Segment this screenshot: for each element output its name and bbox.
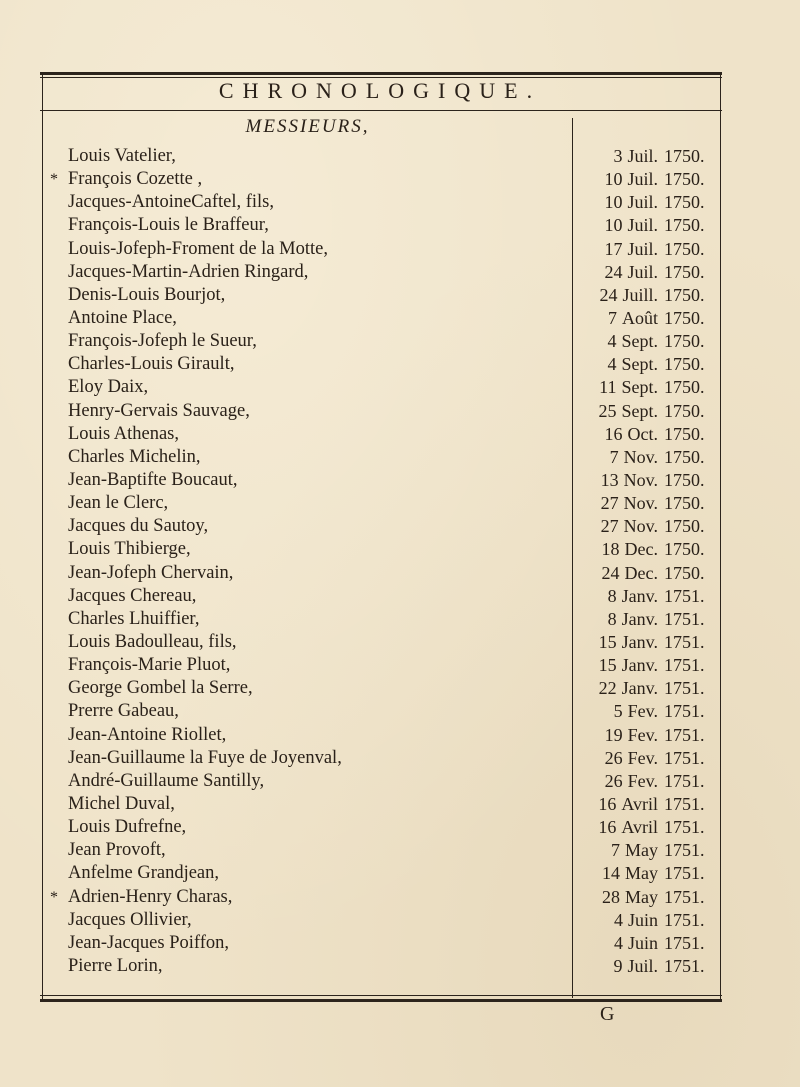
member-name-row [68, 469, 558, 492]
reception-date-row [578, 376, 716, 399]
member-name-row [68, 376, 558, 399]
date-year: 1750. [664, 238, 705, 259]
member-name-row [68, 631, 558, 654]
member-name-row [68, 862, 558, 885]
date-day: 24 [599, 284, 618, 305]
reception-date-row [578, 446, 716, 469]
member-name: Jean-Jacques Poiffon, [68, 932, 229, 953]
date-month: Fev. [627, 747, 658, 768]
reception-date-row [578, 145, 716, 168]
reception-date-row [578, 747, 716, 770]
reception-date-row [578, 816, 716, 839]
member-name: Jacques-Martin-Adrien Ringard, [68, 261, 309, 282]
date-day: 28 [602, 886, 620, 907]
member-name: Jean Provoft, [68, 840, 166, 861]
reception-date-row [578, 261, 716, 284]
date-year: 1750. [664, 446, 705, 467]
date-month: Sept. [621, 377, 658, 398]
reception-date-row [578, 700, 716, 723]
date-year: 1750. [664, 469, 705, 490]
member-name: François Cozette , [68, 169, 203, 190]
reception-date-row [578, 631, 716, 654]
page-header-title: CHRONOLOGIQUE. [218, 78, 542, 103]
date-year: 1751. [664, 747, 705, 768]
member-name-row [68, 677, 558, 700]
date-year: 1751. [664, 817, 705, 838]
reception-date-row [578, 515, 716, 538]
date-month: May [625, 886, 658, 907]
member-name-row [68, 747, 558, 770]
member-name-row [68, 700, 558, 723]
member-name-row [68, 214, 558, 237]
reception-date-row [578, 562, 716, 585]
member-name-row [68, 238, 558, 261]
date-year: 1750. [664, 562, 705, 583]
member-name: Louis Badoulleau, fils, [68, 631, 237, 652]
reception-date-row [578, 770, 716, 793]
member-name-row [68, 330, 558, 353]
member-name-row [68, 562, 558, 585]
reception-date-row [578, 932, 716, 955]
date-year: 1751. [664, 886, 705, 907]
date-month: Janv. [621, 608, 658, 629]
date-year: 1751. [664, 585, 705, 606]
date-month: Nov. [623, 469, 658, 490]
date-year: 1750. [664, 169, 705, 190]
date-day: 18 [601, 539, 620, 560]
member-name-row [68, 793, 558, 816]
date-month: Sept. [621, 354, 658, 375]
bottom-rule-thin [40, 995, 722, 996]
date-day: 26 [604, 747, 623, 768]
date-month: Fev. [627, 770, 658, 791]
date-month: May [625, 863, 658, 884]
date-day: 27 [600, 516, 619, 537]
date-day: 4 [607, 354, 617, 375]
date-month: Juil. [627, 955, 658, 976]
reception-date-row [578, 839, 716, 862]
date-day: 4 [613, 932, 623, 953]
date-day: 3 [613, 146, 623, 166]
member-name-row [68, 909, 558, 932]
date-day: 9 [613, 955, 623, 976]
date-month: Avril [621, 793, 658, 814]
date-day: 16 [604, 423, 623, 444]
member-name: George Gombel la Serre, [68, 678, 253, 699]
date-month: Dec. [624, 562, 658, 583]
date-month: Juil. [627, 192, 658, 213]
date-year: 1751. [664, 701, 705, 722]
date-year: 1751. [664, 770, 705, 791]
reception-date-row [578, 955, 716, 978]
date-day: 16 [598, 817, 617, 838]
reception-date-row [578, 492, 716, 515]
top-rule-thick [40, 72, 722, 75]
reception-date-row [578, 238, 716, 261]
date-day: 4 [607, 331, 617, 352]
member-name-row [68, 446, 558, 469]
date-year: 1751. [664, 608, 705, 629]
date-month: Dec. [624, 539, 658, 560]
member-name-row [68, 654, 558, 677]
date-day: 13 [600, 469, 619, 490]
member-name-row [68, 932, 558, 955]
member-name: Michel Duval, [68, 793, 175, 814]
member-name-row [68, 423, 558, 446]
member-name: Jean le Clerc, [68, 493, 169, 514]
member-name: Jean-Jofeph Chervain, [68, 562, 234, 583]
member-name: François-Marie Pluot, [68, 655, 231, 676]
reception-date-row [578, 886, 716, 909]
date-year: 1751. [664, 631, 705, 652]
date-day: 24 [604, 261, 623, 282]
member-name: Denis-Louis Bourjot, [68, 284, 226, 305]
date-month: Juil. [627, 215, 658, 236]
asterisk-marker: * [50, 888, 58, 906]
member-name: Eloy Daix, [68, 377, 149, 398]
member-name: Pierre Lorin, [68, 955, 163, 976]
date-year: 1750. [664, 423, 705, 444]
date-month: Janv. [621, 678, 658, 699]
column-divider [572, 118, 573, 998]
date-year: 1750. [664, 516, 705, 537]
member-name: Louis Athenas, [68, 423, 179, 444]
date-day: 19 [604, 724, 623, 745]
member-name-row [68, 307, 558, 330]
reception-date-row [578, 677, 716, 700]
date-day: 22 [598, 678, 617, 699]
date-month: Juill. [622, 284, 658, 305]
date-month: Nov. [623, 446, 658, 467]
reception-date-row [578, 307, 716, 330]
date-year: 1751. [664, 932, 705, 953]
member-name-row [68, 261, 558, 284]
reception-date-row [578, 909, 716, 932]
date-year: 1750. [664, 539, 705, 560]
date-month: Janv. [621, 631, 658, 652]
member-name-row [68, 955, 558, 978]
reception-date-row [578, 793, 716, 816]
date-year: 1751. [664, 909, 705, 930]
member-name: Adrien-Henry Charas, [68, 886, 233, 907]
reception-date-row [578, 330, 716, 353]
date-month: Fev. [627, 701, 658, 722]
reception-date-row [578, 585, 716, 608]
date-month: Avril [621, 817, 658, 838]
date-year: 1751. [664, 863, 705, 884]
date-day: 7 [611, 840, 620, 861]
date-year: 1751. [664, 840, 705, 861]
date-year: 1751. [664, 955, 705, 976]
date-month: Juil. [627, 146, 658, 166]
member-name: Prerre Gabeau, [68, 701, 179, 722]
header-underline [40, 110, 722, 111]
reception-date-row [578, 724, 716, 747]
reception-date-row [578, 654, 716, 677]
member-name: Louis-Jofeph-Froment de la Motte, [68, 238, 328, 259]
member-name-row [50, 168, 558, 191]
date-year: 1750. [664, 146, 705, 166]
member-name-row [68, 353, 558, 376]
member-name: François-Louis le Braffeur, [68, 215, 269, 236]
date-day: 4 [613, 909, 623, 930]
date-year: 1751. [664, 655, 705, 676]
member-name-row [68, 400, 558, 423]
date-day: 14 [602, 863, 620, 884]
member-name-row [68, 839, 558, 862]
member-name: Jacques du Sautoy, [68, 516, 209, 537]
dates-column [578, 145, 716, 978]
reception-date-row [578, 608, 716, 631]
member-name-row [68, 538, 558, 561]
reception-date-row [578, 469, 716, 492]
member-name: Charles Lhuiffier, [68, 608, 200, 629]
date-day: 10 [604, 215, 623, 236]
reception-date-row [578, 168, 716, 191]
member-name-row [68, 770, 558, 793]
date-day: 17 [604, 238, 623, 259]
member-name: François-Jofeph le Sueur, [68, 331, 257, 352]
reception-date-row [578, 538, 716, 561]
date-month: Fev. [627, 724, 658, 745]
member-name: Jacques-AntoineCaftel, fils, [68, 192, 275, 213]
date-year: 1750. [664, 261, 705, 282]
date-month: Janv. [621, 585, 658, 606]
date-year: 1750. [664, 331, 705, 352]
member-name-row [68, 284, 558, 307]
bottom-rule-thick [40, 999, 722, 1002]
right-border [720, 72, 721, 1002]
left-border [42, 72, 43, 1002]
member-name-row [68, 191, 558, 214]
member-name: Louis Vatelier, [68, 146, 176, 166]
date-day: 15 [598, 655, 617, 676]
reception-date-row [578, 862, 716, 885]
member-name: Jean-Baptifte Boucaut, [68, 469, 238, 490]
date-month: Août [622, 307, 658, 328]
date-day: 5 [613, 701, 623, 722]
date-day: 16 [598, 793, 617, 814]
member-name-row [68, 515, 558, 538]
date-year: 1750. [664, 493, 705, 514]
date-year: 1750. [664, 192, 705, 213]
date-year: 1751. [664, 724, 705, 745]
reception-date-row [578, 353, 716, 376]
date-month: Juin [627, 909, 658, 930]
member-name: Louis Thibierge, [68, 539, 191, 560]
member-name-row [50, 886, 558, 909]
date-month: Sept. [621, 331, 658, 352]
member-name-row [68, 585, 558, 608]
member-name: Antoine Place, [68, 307, 177, 328]
date-month: Juin [627, 932, 658, 953]
member-name: Jacques Ollivier, [68, 909, 192, 930]
date-month: Oct. [627, 423, 658, 444]
member-name: Anfelme Grandjean, [68, 863, 220, 884]
date-year: 1750. [664, 377, 705, 398]
date-day: 8 [607, 608, 617, 629]
member-name: Charles-Louis Girault, [68, 354, 235, 375]
date-day: 25 [598, 400, 617, 421]
date-day: 11 [599, 377, 617, 398]
reception-date-row [578, 214, 716, 237]
reception-date-row [578, 423, 716, 446]
date-year: 1750. [664, 354, 705, 375]
reception-date-row [578, 284, 716, 307]
member-name: Louis Dufrefne, [68, 817, 187, 838]
asterisk-marker: * [50, 171, 58, 189]
member-name-row [68, 724, 558, 747]
date-month: Sept. [621, 400, 658, 421]
date-year: 1750. [664, 215, 705, 236]
date-year: 1750. [664, 307, 705, 328]
section-title: MESSIEURS, [245, 116, 370, 137]
member-name: Jacques Chereau, [68, 585, 197, 606]
date-month: Janv. [621, 655, 658, 676]
date-month: Nov. [623, 516, 658, 537]
date-year: 1750. [664, 400, 705, 421]
date-day: 7 [609, 446, 619, 467]
member-name: André-Guillaume Santilly, [68, 770, 265, 791]
date-year: 1751. [664, 793, 705, 814]
member-name-row [68, 816, 558, 839]
reception-date-row [578, 400, 716, 423]
reception-date-row [578, 191, 716, 214]
date-day: 7 [608, 307, 617, 328]
member-name: Charles Michelin, [68, 446, 201, 467]
date-month: Juil. [627, 261, 658, 282]
date-year: 1751. [664, 678, 705, 699]
member-name: Jean-Antoine Riollet, [68, 724, 227, 745]
member-name-row [68, 492, 558, 515]
date-day: 10 [604, 169, 623, 190]
signature-mark: G [600, 1003, 615, 1025]
names-column [50, 145, 558, 978]
member-name-row [68, 145, 558, 168]
date-month: Nov. [623, 493, 658, 514]
date-day: 26 [604, 770, 623, 791]
date-month: May [625, 840, 658, 861]
member-name-row [68, 608, 558, 631]
member-name: Jean-Guillaume la Fuye de Joyenval, [68, 747, 342, 768]
date-month: Juil. [627, 238, 658, 259]
date-day: 27 [600, 493, 619, 514]
date-day: 24 [601, 562, 620, 583]
date-day: 8 [607, 585, 617, 606]
date-day: 15 [598, 631, 617, 652]
date-day: 10 [604, 192, 623, 213]
date-month: Juil. [627, 169, 658, 190]
member-name: Henry-Gervais Sauvage, [68, 400, 250, 421]
date-year: 1750. [664, 284, 705, 305]
